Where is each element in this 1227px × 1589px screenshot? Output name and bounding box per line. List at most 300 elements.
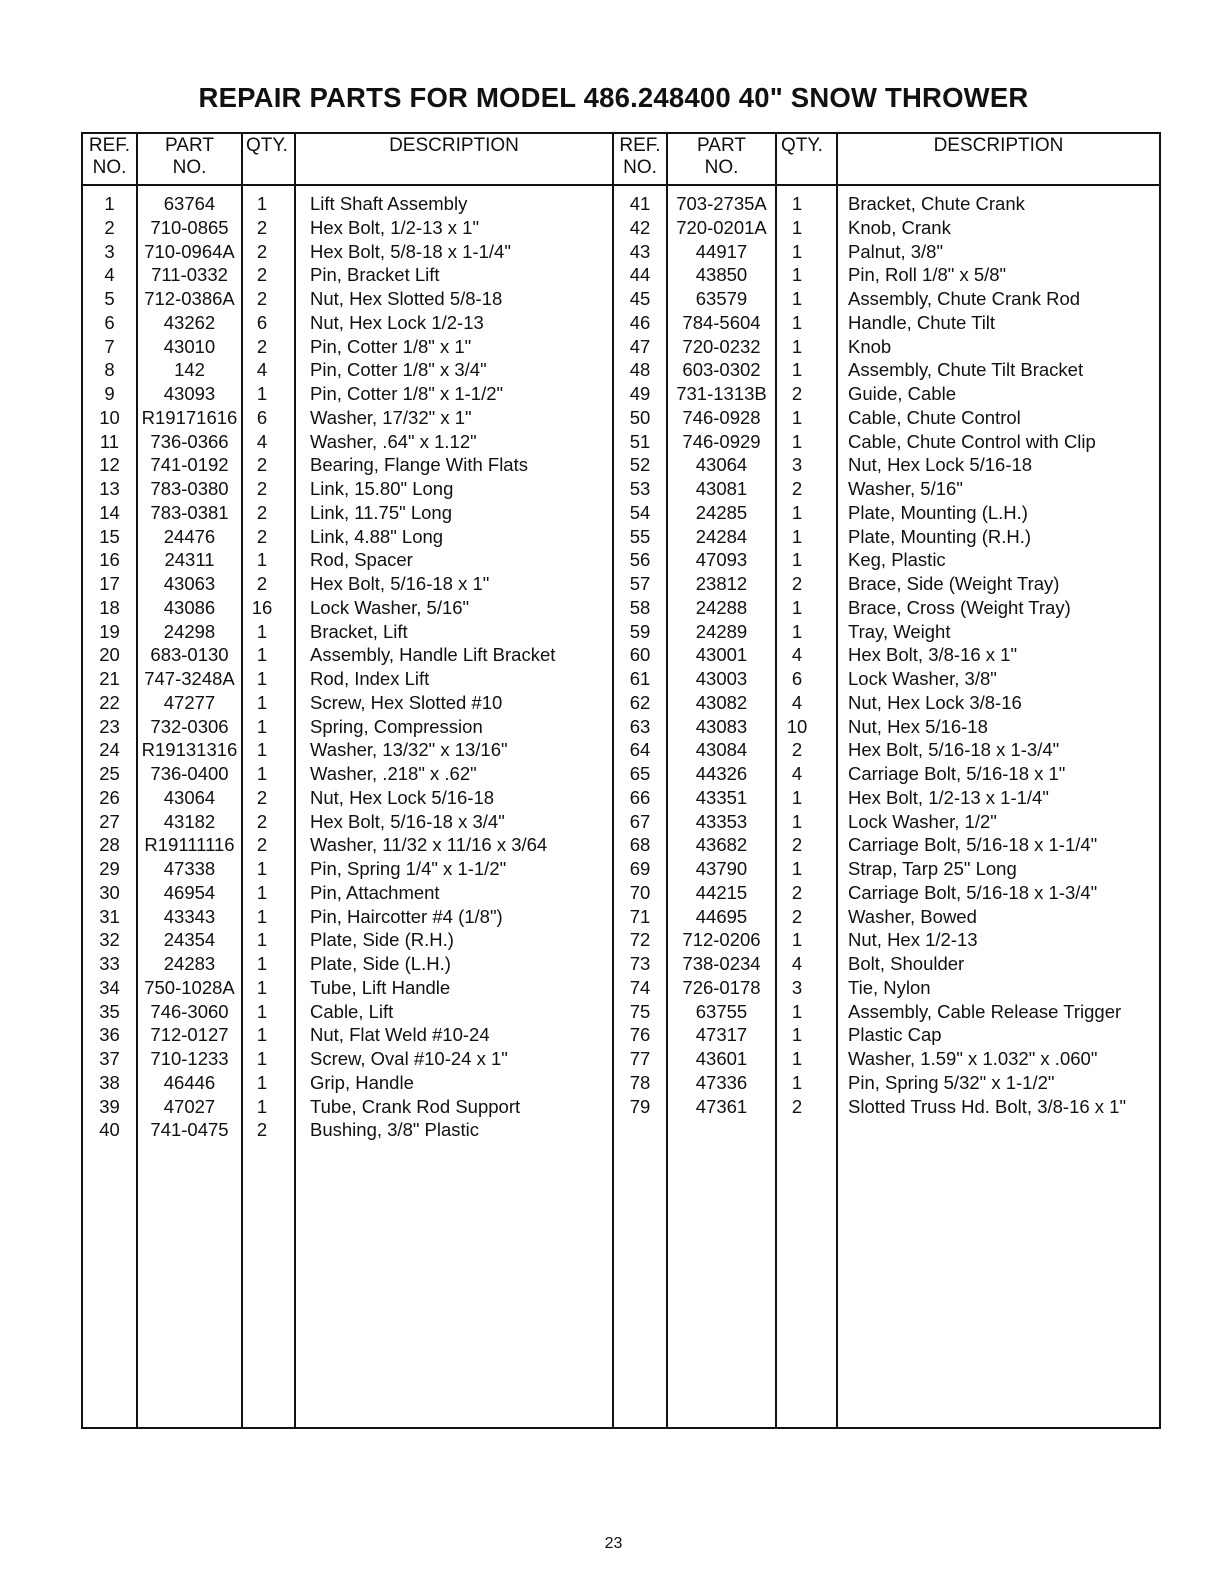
header-description: DESCRIPTION <box>389 135 519 156</box>
table-row <box>83 715 1159 739</box>
part-no-cell: 44917 <box>695 240 748 262</box>
header-qty: QTY. <box>781 135 823 156</box>
part-no-cell: 732-0306 <box>150 715 229 737</box>
qty-cell: 1 <box>791 216 803 238</box>
description-cell: Cable, Chute Control with Clip <box>848 430 1096 452</box>
ref-no-cell: 16 <box>99 549 120 571</box>
ref-no-cell: 37 <box>99 1048 120 1069</box>
ref-no-cell: 20 <box>99 644 120 666</box>
part-no-cell: 63764 <box>163 193 216 214</box>
description-cell: Grip, Handle <box>310 1071 414 1093</box>
ref-no-cell: 71 <box>629 905 651 927</box>
description-cell: Washer, 1.59" x 1.032" x .060" <box>848 1048 1098 1069</box>
table-row <box>83 406 1159 430</box>
part-no-cell: 23812 <box>695 573 748 594</box>
ref-no-cell: 77 <box>629 1048 651 1069</box>
header-part-label: PART <box>697 135 746 156</box>
part-no-cell: 24285 <box>695 501 748 523</box>
part-no-cell: 43351 <box>695 786 748 808</box>
qty-cell: 2 <box>791 881 803 903</box>
description-cell: Plate, Mounting (L.H.) <box>848 501 1028 523</box>
description-cell: Pin, Cotter 1/8" x 1-1/2" <box>310 383 504 404</box>
part-no-cell: 712-0206 <box>682 929 761 951</box>
qty-cell: 1 <box>791 311 803 333</box>
qty-cell: 1 <box>791 359 803 381</box>
table-row <box>83 263 1159 287</box>
qty-cell: 2 <box>791 383 803 404</box>
ref-no-cell: 7 <box>104 335 115 357</box>
description-cell: Pin, Roll 1/8" x 5/8" <box>848 264 1007 286</box>
table-row <box>83 667 1159 691</box>
description-cell: Nut, Hex Slotted 5/8-18 <box>310 288 503 309</box>
description-cell: Brace, Cross (Weight Tray) <box>848 596 1071 618</box>
part-no-cell: 711-0332 <box>151 264 228 286</box>
table-row <box>83 287 1159 311</box>
description-cell: Tube, Crank Rod Support <box>310 1095 521 1117</box>
description-cell: Brace, Side (Weight Tray) <box>848 573 1060 594</box>
description-cell: Pin, Haircotter #4 (1/8") <box>310 905 503 927</box>
description-cell: Hex Bolt, 1/2-13 x 1" <box>310 216 480 238</box>
table-row <box>83 311 1159 335</box>
ref-no-cell: 68 <box>629 834 651 856</box>
part-no-cell: 746-0929 <box>682 430 761 452</box>
description-cell: Washer, 11/32 x 11/16 x 3/64 <box>310 834 548 856</box>
part-no-cell: 712-0386A <box>144 288 235 309</box>
qty-cell: 1 <box>256 976 268 998</box>
table-row <box>83 192 1159 216</box>
qty-cell: 1 <box>791 430 803 452</box>
qty-cell: 1 <box>791 929 803 951</box>
header-part-label: PART <box>165 135 214 156</box>
part-no-cell: 24311 <box>164 549 215 571</box>
ref-no-cell: 56 <box>629 549 651 571</box>
qty-cell: 2 <box>256 501 268 523</box>
header-no-label: NO. <box>92 157 127 178</box>
part-no-cell: 43063 <box>163 573 216 594</box>
description-cell: Washer, .218" x .62" <box>310 763 477 784</box>
description-cell: Screw, Oval #10-24 x 1" <box>310 1048 508 1069</box>
header-no-label: NO. <box>704 157 739 178</box>
part-no-cell: 46446 <box>163 1071 216 1093</box>
description-cell: Rod, Index Lift <box>310 668 430 689</box>
qty-cell: 2 <box>256 216 268 238</box>
ref-no-cell: 39 <box>99 1095 120 1117</box>
qty-cell: 1 <box>791 549 803 571</box>
table-row <box>83 1023 1159 1047</box>
description-cell: Link, 11.75" Long <box>310 501 453 523</box>
ref-no-cell: 69 <box>629 858 651 879</box>
qty-cell: 4 <box>791 644 803 666</box>
description-cell: Nut, Hex Lock 3/8-16 <box>848 691 1022 713</box>
qty-cell: 1 <box>256 383 268 404</box>
qty-cell: 2 <box>256 288 268 309</box>
part-no-cell: 43084 <box>695 739 748 761</box>
qty-cell: 2 <box>791 478 803 499</box>
header-ref-no <box>614 134 666 185</box>
ref-no-cell: 57 <box>629 573 651 594</box>
part-no-cell: 683-0130 <box>150 644 229 666</box>
ref-no-cell: 25 <box>99 763 120 784</box>
qty-cell: 10 <box>786 715 808 737</box>
header-description: DESCRIPTION <box>933 135 1064 156</box>
description-cell: Rod, Spacer <box>310 549 413 571</box>
part-no-cell: 43064 <box>163 786 216 808</box>
description-cell: Plastic Cap <box>848 1024 942 1046</box>
ref-no-cell: 31 <box>99 905 120 927</box>
table-row <box>83 952 1159 976</box>
ref-no-cell: 32 <box>99 929 120 951</box>
description-cell: Bearing, Flange With Flats <box>310 454 528 476</box>
ref-no-cell: 34 <box>99 976 120 998</box>
ref-no-cell: 13 <box>99 478 120 499</box>
ref-no-cell: 65 <box>629 763 651 784</box>
qty-cell: 1 <box>791 288 803 309</box>
qty-cell: 1 <box>791 335 803 357</box>
description-cell: Lock Washer, 5/16" <box>310 596 470 618</box>
description-cell: Pin, Spring 5/32" x 1-1/2" <box>848 1071 1055 1093</box>
part-no-cell: 783-0381 <box>150 501 229 523</box>
description-cell: Hex Bolt, 5/16-18 x 1-3/4" <box>848 739 1060 761</box>
part-no-cell: 746-3060 <box>150 1000 229 1022</box>
ref-no-cell: 43 <box>629 240 651 262</box>
description-cell: Spring, Compression <box>310 715 483 737</box>
part-no-cell: 710-0865 <box>150 216 229 238</box>
description-cell: Nut, Flat Weld #10-24 <box>310 1024 490 1046</box>
ref-no-cell: 38 <box>99 1071 120 1093</box>
qty-cell: 1 <box>791 1000 803 1022</box>
description-cell: Lock Washer, 3/8" <box>848 668 997 689</box>
description-cell: Strap, Tarp 25" Long <box>848 858 1017 879</box>
part-no-cell: 43343 <box>163 905 216 927</box>
part-no-cell: 746-0928 <box>682 406 761 428</box>
qty-cell: 1 <box>791 525 803 547</box>
table-row <box>83 905 1159 929</box>
part-no-cell: 24298 <box>163 620 216 642</box>
part-no-cell: 783-0380 <box>150 478 229 499</box>
qty-cell: 1 <box>256 881 268 903</box>
qty-cell: 1 <box>791 596 803 618</box>
qty-cell: 1 <box>256 858 268 879</box>
ref-no-cell: 30 <box>99 881 120 903</box>
ref-no-cell: 50 <box>629 406 651 428</box>
ref-no-cell: 1 <box>104 193 115 214</box>
qty-cell: 1 <box>256 763 268 784</box>
qty-cell: 1 <box>791 264 803 286</box>
header-qty: QTY. <box>246 135 288 156</box>
part-no-cell: 741-0475 <box>150 1119 229 1141</box>
part-no-cell: 710-1233 <box>150 1048 229 1069</box>
ref-no-cell: 10 <box>99 406 120 428</box>
table-row <box>83 762 1159 786</box>
qty-cell: 4 <box>791 953 803 974</box>
ref-no-cell: 2 <box>104 216 115 238</box>
part-no-cell: 24283 <box>163 953 216 974</box>
description-cell: Pin, Cotter 1/8" x 3/4" <box>310 359 487 381</box>
description-cell: Hex Bolt, 3/8-16 x 1" <box>848 644 1018 666</box>
part-no-cell: 44215 <box>695 881 748 903</box>
part-no-cell: 710-0964A <box>144 240 235 262</box>
ref-no-cell: 44 <box>629 264 651 286</box>
part-no-cell: 720-0232 <box>682 335 761 357</box>
qty-cell: 1 <box>256 1000 268 1022</box>
qty-cell: 6 <box>791 668 803 689</box>
header-ref-no <box>83 134 136 185</box>
description-cell: Hex Bolt, 5/8-18 x 1-1/4" <box>310 240 511 262</box>
qty-cell: 16 <box>251 596 273 618</box>
ref-no-cell: 66 <box>629 786 651 808</box>
part-no-cell: 43262 <box>163 311 216 333</box>
part-no-cell: 142 <box>174 359 205 381</box>
part-no-cell: 44695 <box>695 905 748 927</box>
part-no-cell: 736-0400 <box>150 763 229 784</box>
ref-no-cell: 45 <box>629 288 651 309</box>
description-cell: Plate, Side (L.H.) <box>310 953 451 974</box>
part-no-cell: 43682 <box>695 834 748 856</box>
part-no-cell: 726-0178 <box>682 976 761 998</box>
description-cell: Washer, Bowed <box>848 905 977 927</box>
parts-table <box>81 132 1161 1429</box>
part-no-cell: 47277 <box>163 691 216 713</box>
ref-no-cell: 47 <box>629 335 651 357</box>
ref-no-cell: 75 <box>629 1000 651 1022</box>
ref-no-cell: 61 <box>629 668 651 689</box>
table-row <box>83 240 1159 264</box>
part-no-cell: 747-3248A <box>144 668 235 689</box>
part-no-cell: 43001 <box>695 644 748 666</box>
ref-no-cell: 59 <box>629 620 651 642</box>
description-cell: Washer, 5/16" <box>848 478 963 499</box>
qty-cell: 1 <box>791 810 803 832</box>
ref-no-cell: 36 <box>99 1024 120 1046</box>
qty-cell: 1 <box>256 193 268 214</box>
ref-no-cell: 72 <box>629 929 651 951</box>
qty-cell: 1 <box>791 193 803 214</box>
part-no-cell: 47336 <box>695 1071 748 1093</box>
part-no-cell: 43003 <box>695 668 748 689</box>
qty-cell: 2 <box>791 905 803 927</box>
qty-cell: 2 <box>256 834 268 856</box>
part-no-cell: 43093 <box>163 383 216 404</box>
qty-cell: 4 <box>791 691 803 713</box>
description-cell: Pin, Attachment <box>310 881 440 903</box>
qty-cell: 1 <box>256 929 268 951</box>
description-cell: Carriage Bolt, 5/16-18 x 1" <box>848 763 1066 784</box>
ref-no-cell: 6 <box>104 311 115 333</box>
header-no-label: NO. <box>172 157 207 178</box>
table-row <box>83 810 1159 834</box>
qty-cell: 1 <box>256 739 268 761</box>
part-no-cell: 720-0201A <box>676 216 767 238</box>
ref-no-cell: 46 <box>629 311 651 333</box>
table-row <box>83 453 1159 477</box>
ref-no-cell: 23 <box>99 715 120 737</box>
part-no-cell: 24476 <box>163 525 216 547</box>
description-cell: Washer, 13/32" x 13/16" <box>310 739 508 761</box>
part-no-cell: 47093 <box>695 549 748 571</box>
ref-no-cell: 49 <box>629 383 651 404</box>
part-no-cell: 44326 <box>695 763 748 784</box>
ref-no-cell: 62 <box>629 691 651 713</box>
table-row <box>83 881 1159 905</box>
table-row <box>83 596 1159 620</box>
description-cell: Nut, Hex Lock 5/16-18 <box>310 786 495 808</box>
ref-no-cell: 4 <box>104 264 115 286</box>
header-part-no <box>138 134 241 185</box>
table-row <box>83 857 1159 881</box>
description-cell: Lock Washer, 1/2" <box>848 810 997 832</box>
qty-cell: 1 <box>256 715 268 737</box>
table-row <box>83 335 1159 359</box>
part-no-cell: 47338 <box>163 858 216 879</box>
ref-no-cell: 53 <box>629 478 651 499</box>
qty-cell: 1 <box>791 1048 803 1069</box>
table-row <box>83 430 1159 454</box>
part-no-cell: 47317 <box>695 1024 748 1046</box>
qty-cell: 1 <box>256 905 268 927</box>
qty-cell: 2 <box>791 573 803 594</box>
table-row <box>83 382 1159 406</box>
description-cell: Lift Shaft Assembly <box>310 193 468 214</box>
description-cell: Knob, Crank <box>848 216 951 238</box>
description-cell: Assembly, Cable Release Trigger <box>848 1000 1122 1022</box>
description-cell: Bracket, Chute Crank <box>848 193 1025 214</box>
description-cell: Tie, Nylon <box>848 976 931 998</box>
part-no-cell: 43082 <box>695 691 748 713</box>
qty-cell: 1 <box>256 620 268 642</box>
part-no-cell: 43086 <box>163 596 216 618</box>
description-cell: Nut, Hex Lock 1/2-13 <box>310 311 484 333</box>
table-row <box>83 643 1159 667</box>
qty-cell: 1 <box>256 1024 268 1046</box>
table-row <box>83 928 1159 952</box>
header-no-label: NO. <box>623 157 657 178</box>
ref-no-cell: 18 <box>99 596 120 618</box>
description-cell: Hex Bolt, 1/2-13 x 1-1/4" <box>848 786 1049 808</box>
description-cell: Hex Bolt, 5/16-18 x 3/4" <box>310 810 505 832</box>
part-no-cell: 47027 <box>163 1095 216 1117</box>
part-no-cell: 43083 <box>695 715 748 737</box>
description-cell: Tray, Weight <box>848 620 951 642</box>
page-number: 23 <box>604 1535 623 1552</box>
ref-no-cell: 79 <box>629 1095 651 1117</box>
table-row <box>83 786 1159 810</box>
table-row <box>83 1000 1159 1024</box>
page-title: REPAIR PARTS FOR MODEL 486.248400 40" SNOW THROWER <box>198 82 1029 113</box>
description-cell: Washer, 17/32" x 1" <box>310 406 472 428</box>
description-cell: Keg, Plastic <box>848 549 946 571</box>
ref-no-cell: 55 <box>629 525 651 547</box>
description-cell: Screw, Hex Slotted #10 <box>310 691 503 713</box>
qty-cell: 4 <box>256 359 268 381</box>
part-no-cell: R19131316 <box>141 739 238 761</box>
qty-cell: 1 <box>791 406 803 428</box>
qty-cell: 1 <box>791 858 803 879</box>
part-no-cell: 731-1313B <box>676 383 767 404</box>
part-no-cell: 63755 <box>695 1000 748 1022</box>
qty-cell: 2 <box>791 834 803 856</box>
description-cell: Carriage Bolt, 5/16-18 x 1-3/4" <box>848 881 1098 903</box>
description-cell: Nut, Hex 1/2-13 <box>848 929 978 951</box>
qty-cell: 3 <box>791 976 803 998</box>
ref-no-cell: 52 <box>629 454 651 476</box>
table-row <box>83 1118 1159 1142</box>
qty-cell: 4 <box>256 430 268 452</box>
part-no-cell: 712-0127 <box>150 1024 229 1046</box>
part-no-cell: 738-0234 <box>682 953 761 974</box>
description-cell: Handle, Chute Tilt <box>848 311 996 333</box>
qty-cell: 2 <box>791 739 803 761</box>
ref-no-cell: 26 <box>99 786 120 808</box>
description-cell: Slotted Truss Hd. Bolt, 3/8-16 x 1" <box>848 1095 1127 1117</box>
ref-no-cell: 67 <box>629 810 651 832</box>
table-row <box>83 501 1159 525</box>
description-cell: Pin, Cotter 1/8" x 1" <box>310 335 472 357</box>
qty-cell: 2 <box>256 786 268 808</box>
description-cell: Plate, Side (R.H.) <box>310 929 454 951</box>
ref-no-cell: 51 <box>629 430 651 452</box>
description-cell: Pin, Bracket Lift <box>310 264 440 286</box>
description-cell: Nut, Hex Lock 5/16-18 <box>848 454 1033 476</box>
qty-cell: 1 <box>256 691 268 713</box>
qty-cell: 2 <box>256 1119 268 1141</box>
description-cell: Tube, Lift Handle <box>310 976 451 998</box>
part-no-cell: 24288 <box>695 596 748 618</box>
table-row <box>83 572 1159 596</box>
description-cell: Cable, Chute Control <box>848 406 1021 428</box>
part-no-cell: 43064 <box>695 454 748 476</box>
qty-cell: 2 <box>256 573 268 594</box>
ref-no-cell: 64 <box>629 739 651 761</box>
description-cell: Pin, Spring 1/4" x 1-1/2" <box>310 858 507 879</box>
qty-cell: 1 <box>791 620 803 642</box>
ref-no-cell: 58 <box>629 596 651 618</box>
ref-no-cell: 8 <box>104 359 115 381</box>
ref-no-cell: 11 <box>99 430 120 452</box>
table-row <box>83 1071 1159 1095</box>
ref-no-cell: 5 <box>104 288 115 309</box>
table-row <box>83 358 1159 382</box>
description-cell: Palnut, 3/8" <box>848 240 944 262</box>
part-no-cell: 43850 <box>695 264 748 286</box>
part-no-cell: 43081 <box>695 478 748 499</box>
ref-no-cell: 54 <box>629 501 651 523</box>
ref-no-cell: 78 <box>629 1071 651 1093</box>
qty-cell: 1 <box>256 668 268 689</box>
header-ref-label: REF. <box>619 135 661 156</box>
table-row <box>83 691 1159 715</box>
qty-cell: 2 <box>256 478 268 499</box>
table-row <box>83 1047 1159 1071</box>
description-cell: Link, 4.88" Long <box>310 525 444 547</box>
qty-cell: 1 <box>256 1048 268 1069</box>
description-cell: Assembly, Chute Tilt Bracket <box>848 359 1084 381</box>
part-no-cell: R19171616 <box>141 406 238 428</box>
table-row <box>83 833 1159 857</box>
part-no-cell: 43182 <box>163 810 216 832</box>
ref-no-cell: 14 <box>99 501 120 523</box>
table-row <box>83 620 1159 644</box>
qty-cell: 2 <box>791 1095 803 1117</box>
part-no-cell: 24284 <box>695 525 748 547</box>
part-no-cell: 47361 <box>695 1095 748 1117</box>
qty-cell: 1 <box>791 501 803 523</box>
ref-no-cell: 35 <box>99 1000 120 1022</box>
ref-no-cell: 63 <box>629 715 651 737</box>
part-no-cell: 784-5604 <box>682 311 761 333</box>
description-cell: Link, 15.80" Long <box>310 478 454 499</box>
ref-no-cell: 21 <box>99 668 120 689</box>
qty-cell: 1 <box>256 953 268 974</box>
